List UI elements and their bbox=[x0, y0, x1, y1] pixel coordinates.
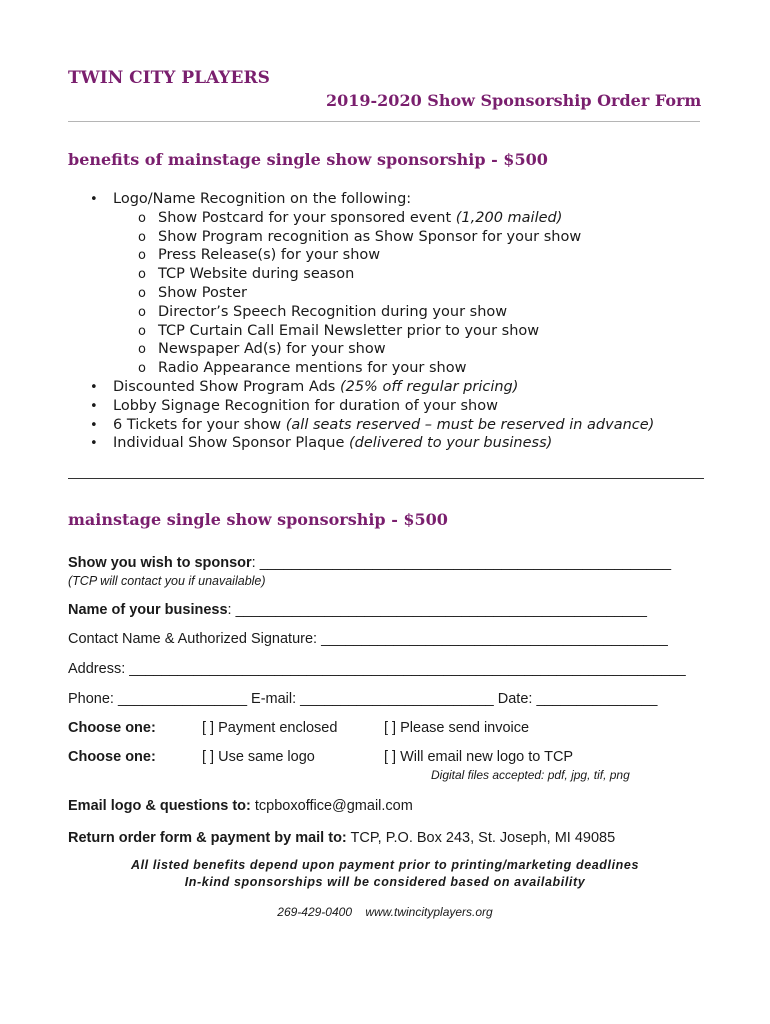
benefit-item bbox=[113, 191, 411, 207]
contact-signature-field[interactable]: Contact Name & Authorized Signature: ___________________________________________ bbox=[68, 631, 668, 647]
benefit-note: (delivered to your business) bbox=[349, 435, 553, 452]
benefit-sub-item bbox=[158, 360, 466, 376]
benefit-text: Radio Appearance mentions for your show bbox=[158, 360, 467, 377]
benefit-note: (25% off regular pricing) bbox=[339, 379, 519, 395]
mail-instructions bbox=[68, 830, 615, 846]
file-formats-note: Digital files accepted: pdf, jpg, tif, png bbox=[431, 768, 630, 782]
benefit-note: (all seats reserved – must be reserved in advance) bbox=[285, 416, 655, 433]
benefit-text: TCP Website during season bbox=[158, 266, 355, 283]
bullet-icon: • bbox=[90, 398, 98, 414]
contact-phone: 269-429-0400 bbox=[277, 905, 352, 919]
benefit-text: Newspaper Ad(s) for your show bbox=[158, 341, 386, 358]
benefit-text: Show Program recognition as Show Sponsor for your show bbox=[158, 228, 582, 245]
show-label: Show you wish to sponsor bbox=[68, 555, 252, 571]
new-logo-checkbox[interactable]: [ ] Will email new logo to TCP bbox=[384, 749, 574, 765]
bullet-icon: • bbox=[90, 417, 98, 433]
bullet-icon: • bbox=[90, 436, 98, 452]
benefit-text: Lobby Signage Recognition for duration of your show bbox=[113, 397, 498, 414]
benefit-sub-item bbox=[158, 266, 354, 282]
benefits-heading: benefits of mainstage single show sponsorship - $500 bbox=[68, 150, 548, 169]
benefit-text: Individual Show Sponsor Plaque bbox=[113, 435, 350, 452]
footnote-deadlines: All listed benefits depend upon payment prior to printing/marketing deadlines bbox=[130, 858, 640, 872]
benefit-note: (1,200 mailed) bbox=[455, 209, 563, 226]
benefit-text: 6 Tickets for your show bbox=[113, 416, 286, 433]
sub-bullet-icon: o bbox=[138, 286, 146, 301]
email-instructions bbox=[68, 798, 413, 814]
phone-email-date-field[interactable]: Phone: ________________ E-mail: ________________________ Date: _______________ bbox=[68, 691, 658, 707]
send-invoice-checkbox[interactable]: [ ] Please send invoice bbox=[384, 720, 530, 736]
section-divider bbox=[68, 478, 704, 479]
choose-payment-label: Choose one: bbox=[68, 720, 156, 736]
return-label: Return order form & payment by mail to: bbox=[68, 830, 347, 846]
contact-website: www.twincityplayers.org bbox=[365, 905, 493, 919]
benefit-sub-item bbox=[158, 247, 380, 263]
benefit-item bbox=[113, 417, 654, 433]
benefit-text: TCP Curtain Call Email Newsletter prior to your show bbox=[158, 322, 540, 339]
benefit-sub-item bbox=[158, 210, 562, 226]
org-name: TWIN CITY PLAYERS bbox=[68, 68, 270, 88]
benefit-text: Show Postcard for your sponsored event bbox=[158, 209, 456, 226]
show-note: (TCP will contact you if unavailable) bbox=[68, 574, 266, 588]
return-value: TCP, P.O. Box 243, St. Joseph, MI 49085 bbox=[346, 830, 616, 846]
business-field[interactable] bbox=[68, 602, 647, 618]
benefit-item bbox=[113, 379, 518, 395]
sub-bullet-icon: o bbox=[138, 323, 146, 339]
sub-bullet-icon: o bbox=[138, 304, 146, 320]
address-field[interactable]: Address: _____________________________________________________________________ bbox=[68, 661, 686, 677]
sub-bullet-icon: o bbox=[138, 229, 146, 245]
sub-bullet-icon: o bbox=[138, 267, 146, 283]
benefit-text: Discounted Show Program Ads bbox=[113, 379, 340, 395]
sub-bullet-icon: o bbox=[138, 342, 146, 358]
benefit-sub-item bbox=[158, 229, 581, 245]
benefit-text: Logo/Name Recognition on the following: bbox=[113, 191, 412, 207]
benefit-sub-item bbox=[158, 323, 539, 339]
benefit-sub-item bbox=[158, 304, 507, 320]
choose-logo-label: Choose one: bbox=[68, 749, 156, 765]
benefit-sub-item bbox=[158, 285, 247, 301]
sub-bullet-icon: o bbox=[138, 248, 146, 264]
order-form-heading: mainstage single show sponsorship - $500 bbox=[68, 510, 448, 529]
show-field[interactable] bbox=[68, 555, 671, 571]
benefit-text: Show Poster bbox=[158, 285, 247, 301]
contact-footer bbox=[0, 905, 770, 919]
benefit-text: Press Release(s) for your show bbox=[158, 247, 381, 264]
email-label: Email logo & questions to: bbox=[68, 798, 251, 814]
sub-bullet-icon: o bbox=[138, 361, 146, 377]
bullet-icon: • bbox=[90, 192, 98, 207]
footnote-inkind: In-kind sponsorships will be considered based on availability bbox=[184, 875, 586, 889]
business-blank[interactable]: : ___________________________________________________ bbox=[227, 602, 647, 618]
email-value: tcpboxoffice@gmail.com bbox=[250, 798, 413, 814]
benefit-item bbox=[113, 398, 498, 414]
payment-enclosed-checkbox[interactable]: [ ] Payment enclosed bbox=[202, 720, 338, 736]
benefit-text: Director’s Speech Recognition during your show bbox=[158, 303, 508, 320]
sub-bullet-icon: o bbox=[138, 210, 146, 226]
show-blank[interactable]: : ___________________________________________________ bbox=[251, 555, 672, 571]
business-label: Name of your business bbox=[68, 602, 228, 618]
benefit-item bbox=[113, 435, 552, 451]
same-logo-checkbox[interactable]: [ ] Use same logo bbox=[202, 749, 315, 765]
bullet-icon: • bbox=[90, 380, 98, 395]
header-divider bbox=[68, 121, 700, 122]
benefit-sub-item bbox=[158, 341, 386, 357]
form-title: 2019-2020 Show Sponsorship Order Form bbox=[326, 91, 702, 110]
